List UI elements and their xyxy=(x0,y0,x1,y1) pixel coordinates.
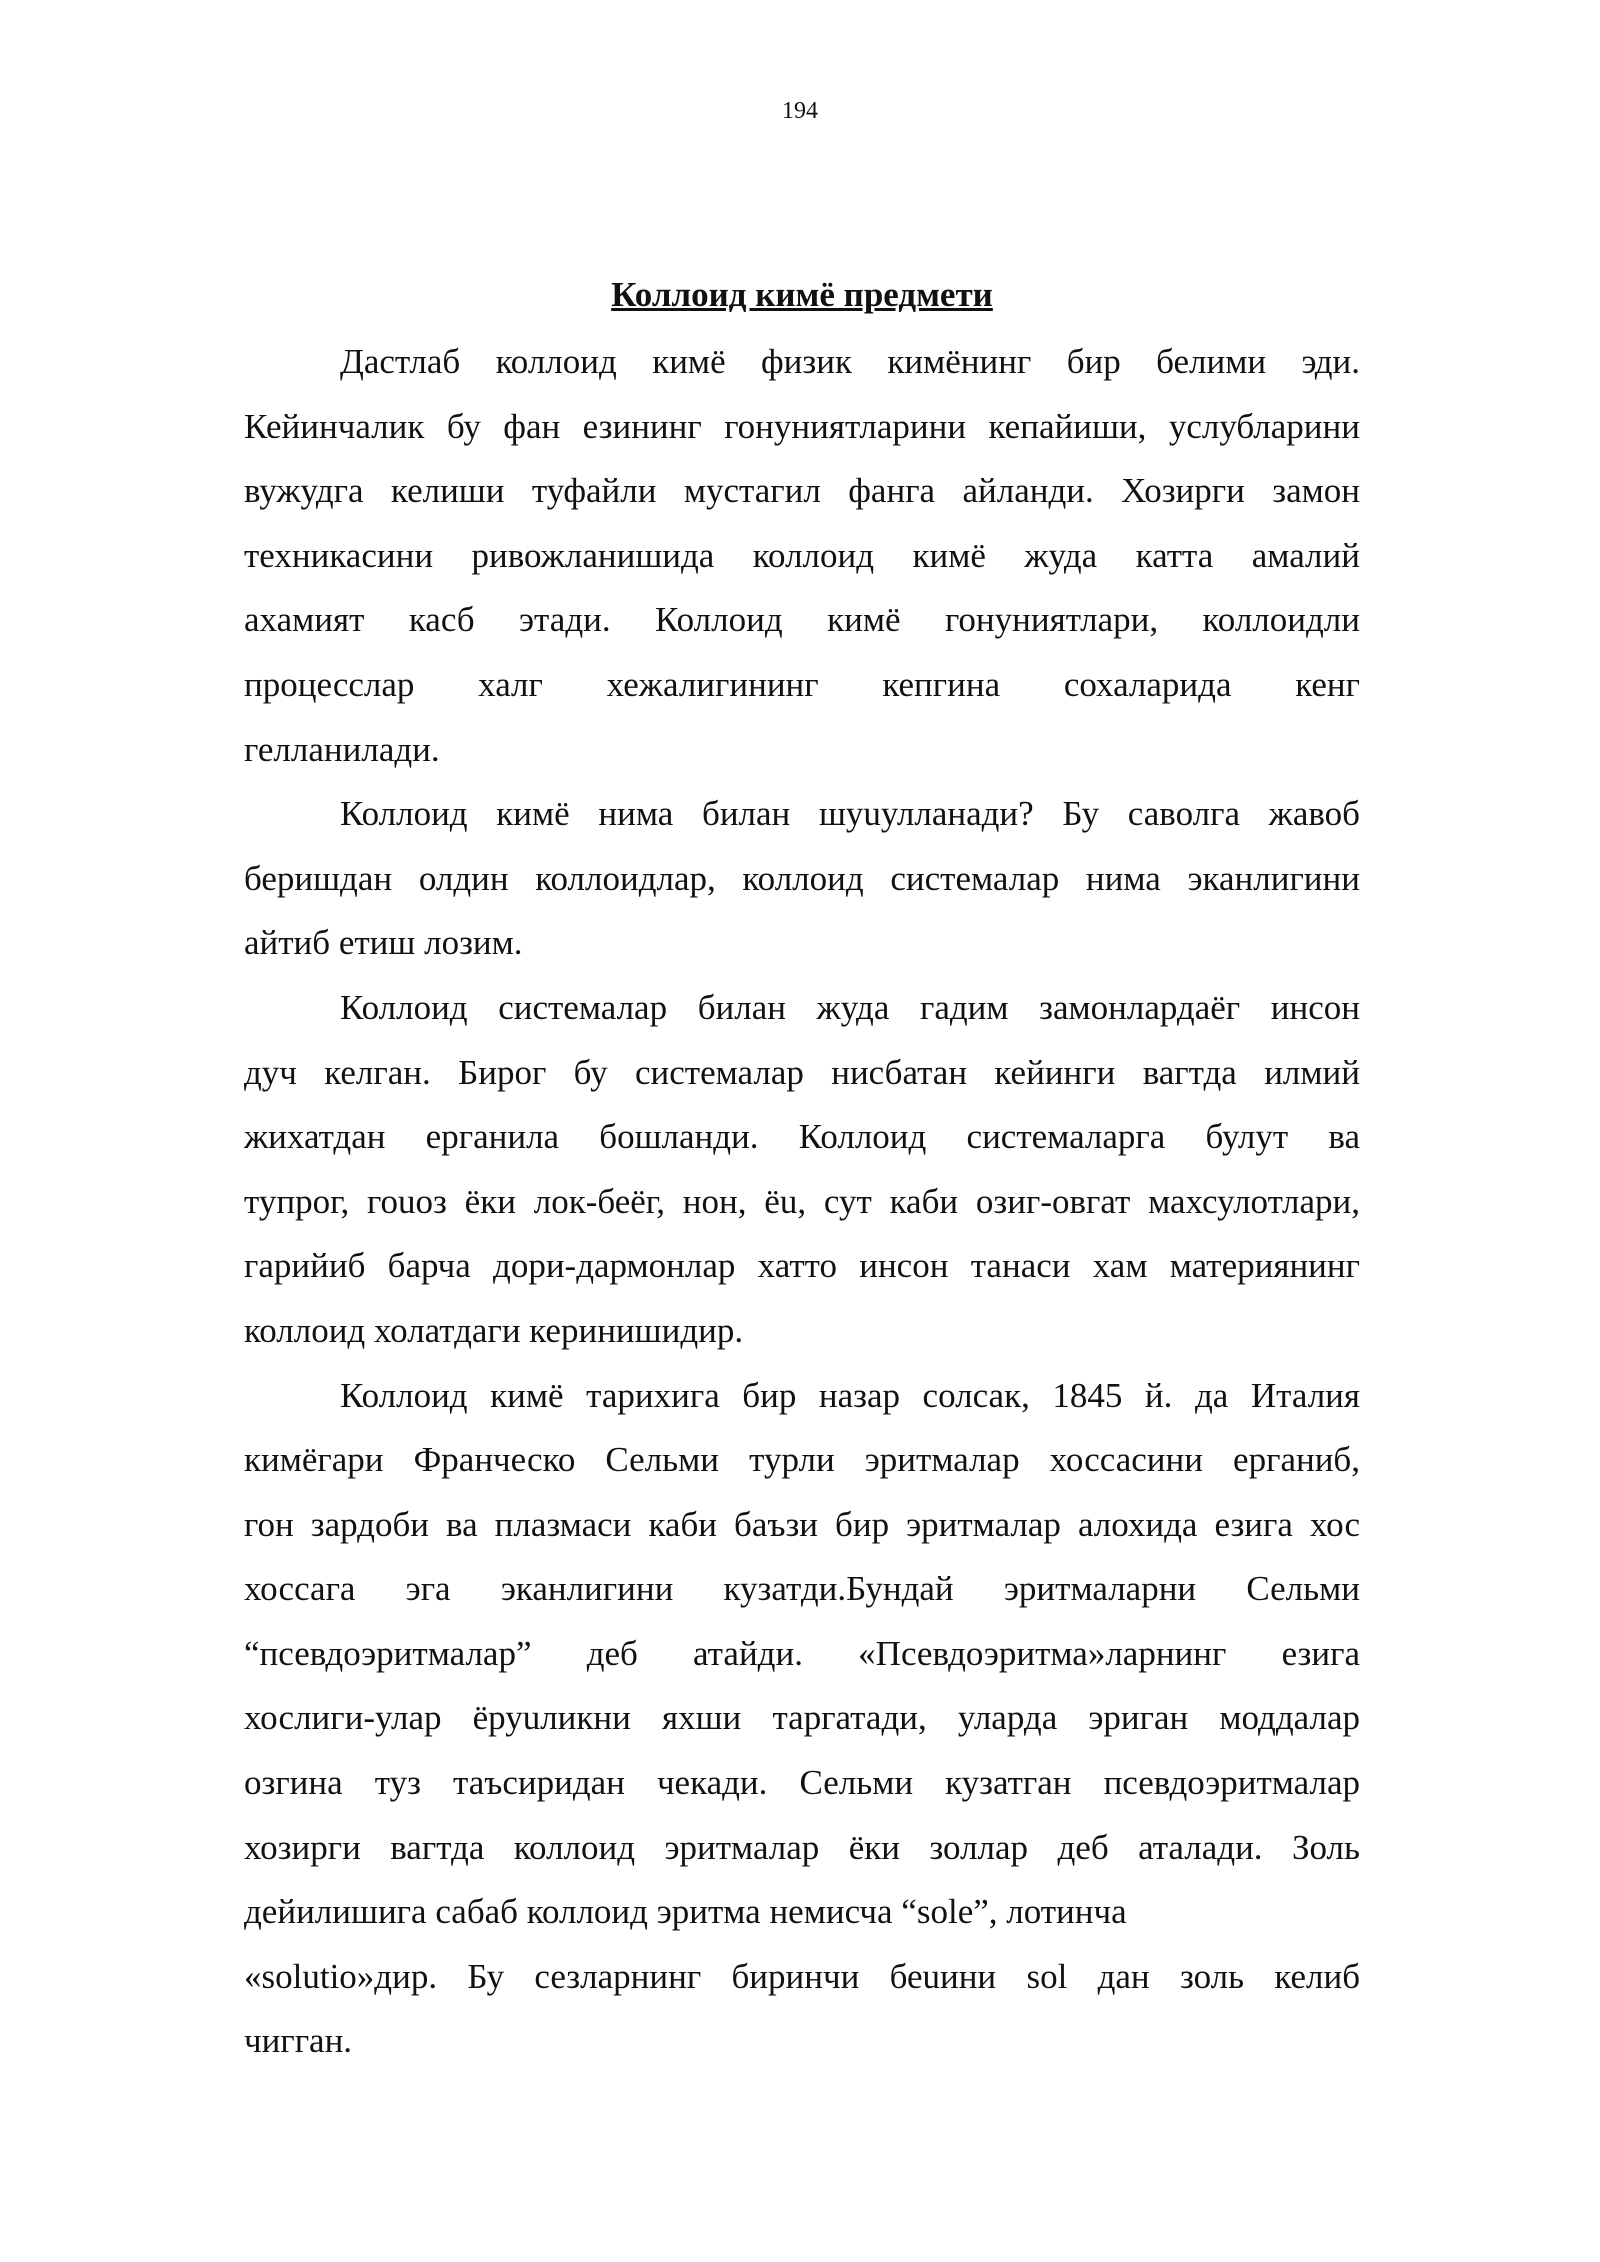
page-number: 194 xyxy=(782,98,818,124)
text-line: чигган. xyxy=(244,2021,353,2061)
text-line: Коллоид кимё тарихига бир назар солсак, 1845 й. да Италия xyxy=(340,1375,1360,1415)
text-line: “псевдоэритмалар” деб атайди. «Псевдоэритма»ларнинг езига xyxy=(244,1633,1360,1673)
paragraph-1 xyxy=(244,330,1360,782)
text-line: процесслар халг хежалигининг кепгина сохаларида кенг xyxy=(244,664,1360,704)
paragraph-4 xyxy=(244,1364,1360,2075)
text-line: хослиги-улар ёруuликни яхши таргатади, уларда эриган моддалар xyxy=(244,1698,1360,1738)
text-line: «solutio»дир. Бу сезларнинг биринчи беuини sol дан золь келиб xyxy=(244,1956,1360,1996)
text-line: дейилишига сабаб коллоид эритма немисча “sole”, лотинча xyxy=(244,1892,1127,1932)
text-line: жихатдан ерганила бошланди. Коллоид системаларга булут ва xyxy=(244,1117,1360,1157)
text-line: айтиб етиш лозим. xyxy=(244,923,523,963)
paragraph-3 xyxy=(244,976,1360,1364)
text-line: Коллоид кимё нима билан шуuулланади? Бу саволга жавоб xyxy=(340,794,1360,834)
text-line: Дастлаб коллоид кимё физик кимёнинг бир белими эди. xyxy=(340,342,1360,381)
text-line: ахамият касб этади. Коллоид кимё гонуниятлари, коллоидли xyxy=(244,600,1360,640)
text-line: тупрог, гоuоз ёки лок-беёг, нон, ёu, сут каби озиг-овгат махсулотлари, xyxy=(244,1181,1360,1221)
text-line: коллоид холатдаги керинишидир. xyxy=(244,1310,744,1350)
text-line: хозирги вагтда коллоид эритмалар ёки золлар деб аталади. Золь xyxy=(244,1827,1360,1867)
text-line: беришдан олдин коллоидлар, коллоид системалар нима эканлигини xyxy=(244,858,1360,898)
text-line: озгина туз таъсиридан чекади. Сельми кузатган псевдоэритмалар xyxy=(244,1763,1360,1803)
text-line: гарийиб барча дори-дармонлар хатто инсон танаси хам материянинг xyxy=(244,1246,1360,1286)
text-line: дуч келган. Бирог бу системалар нисбатан кейинги вагтда илмий xyxy=(244,1052,1360,1092)
text-line: хоссага эга эканлигини кузатди.Бундай эритмаларни Сельми xyxy=(244,1569,1360,1609)
text-line: Коллоид системалар билан жуда гадим замонлардаёг инсон xyxy=(340,987,1360,1027)
text-line: Кейинчалик бу фан езининг гонуниятларини кепайиши, услубларини xyxy=(244,406,1360,446)
text-line: гелланилади. xyxy=(244,729,440,769)
text-line: гон зардоби ва плазмаси каби баъзи бир эритмалар алохида езига хос xyxy=(244,1504,1360,1544)
text-line: кимёгари Франческо Сельми турли эритмалар хоссасини ерганиб, xyxy=(244,1440,1360,1480)
text-line: техникасини ривожланишида коллоид кимё жуда катта амалий xyxy=(244,535,1360,575)
document-body xyxy=(244,272,1360,2074)
text-line: вужудга келиши туфайли мустагил фанга айланди. Хозирги замон xyxy=(244,471,1360,511)
section-title: Коллоид кимё предмети xyxy=(611,275,993,314)
paragraph-2 xyxy=(244,782,1360,976)
